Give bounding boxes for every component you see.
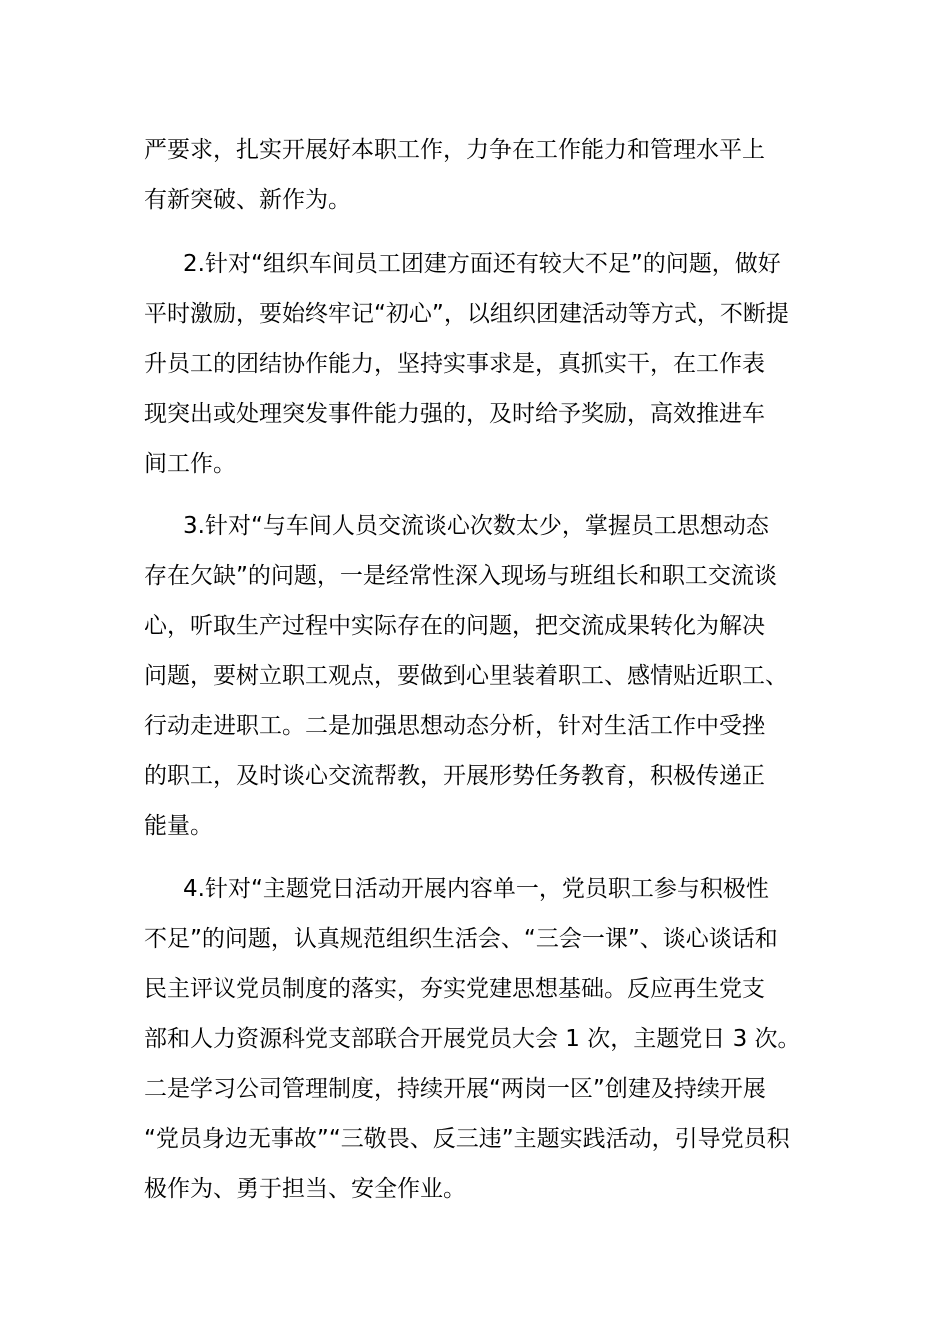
text-line: 严要求，扎实开展好本职工作，力争在工作能力和管理水平上 [144, 137, 765, 163]
text-line: 二是学习公司管理制度，持续开展“两岗一区”创建及持续开展 [144, 1076, 766, 1102]
text-line: 极作为、勇于担当、安全作业。 [144, 1176, 466, 1202]
text-line: 的职工，及时谈心交流帮教，开展形势任务教育，积极传递正 [144, 763, 765, 789]
text-line: 间工作。 [144, 451, 236, 477]
text-line: 平时激励，要始终牢记“初心”，以组织团建活动等方式，不断提 [144, 301, 789, 327]
text-line: 有新突破、新作为。 [144, 187, 351, 213]
text-line: 现突出或处理突发事件能力强的，及时给予奖励，高效推进车 [144, 401, 765, 427]
paragraph-4-first-line: 4.针对“主题党日活动开展内容单一，党员职工参与积极性 [183, 876, 769, 902]
paragraph-2-first-line: 2.针对“组织车间员工团建方面还有较大不足”的问题，做好 [183, 251, 781, 277]
text-line: 心，听取生产过程中实际存在的问题，把交流成果转化为解决 [144, 613, 765, 639]
text-line: 能量。 [144, 813, 213, 839]
text-line: 存在欠缺”的问题，一是经常性深入现场与班组长和职工交流谈 [144, 563, 777, 589]
text-line: 升员工的团结协作能力，坚持实事求是，真抓实干，在工作表 [144, 351, 765, 377]
text-line: 行动走进职工。二是加强思想动态分析，针对生活工作中受挫 [144, 713, 765, 739]
text-line: 民主评议党员制度的落实，夯实党建思想基础。反应再生党支 [144, 976, 765, 1002]
paragraph-3-first-line: 3.针对“与车间人员交流谈心次数太少，掌握员工思想动态 [183, 513, 769, 539]
text-line: “党员身边无事故”“三敬畏、反三违”主题实践活动，引导党员积 [144, 1126, 790, 1152]
text-line: 不足”的问题，认真规范组织生活会、“三会一课”、谈心谈话和 [144, 926, 778, 952]
text-line: 问题，要树立职工观点，要做到心里装着职工、感情贴近职工、 [144, 663, 788, 689]
text-line: 部和人力资源科党支部联合开展党员大会 1 次，主题党日 3 次。 [144, 1026, 801, 1052]
